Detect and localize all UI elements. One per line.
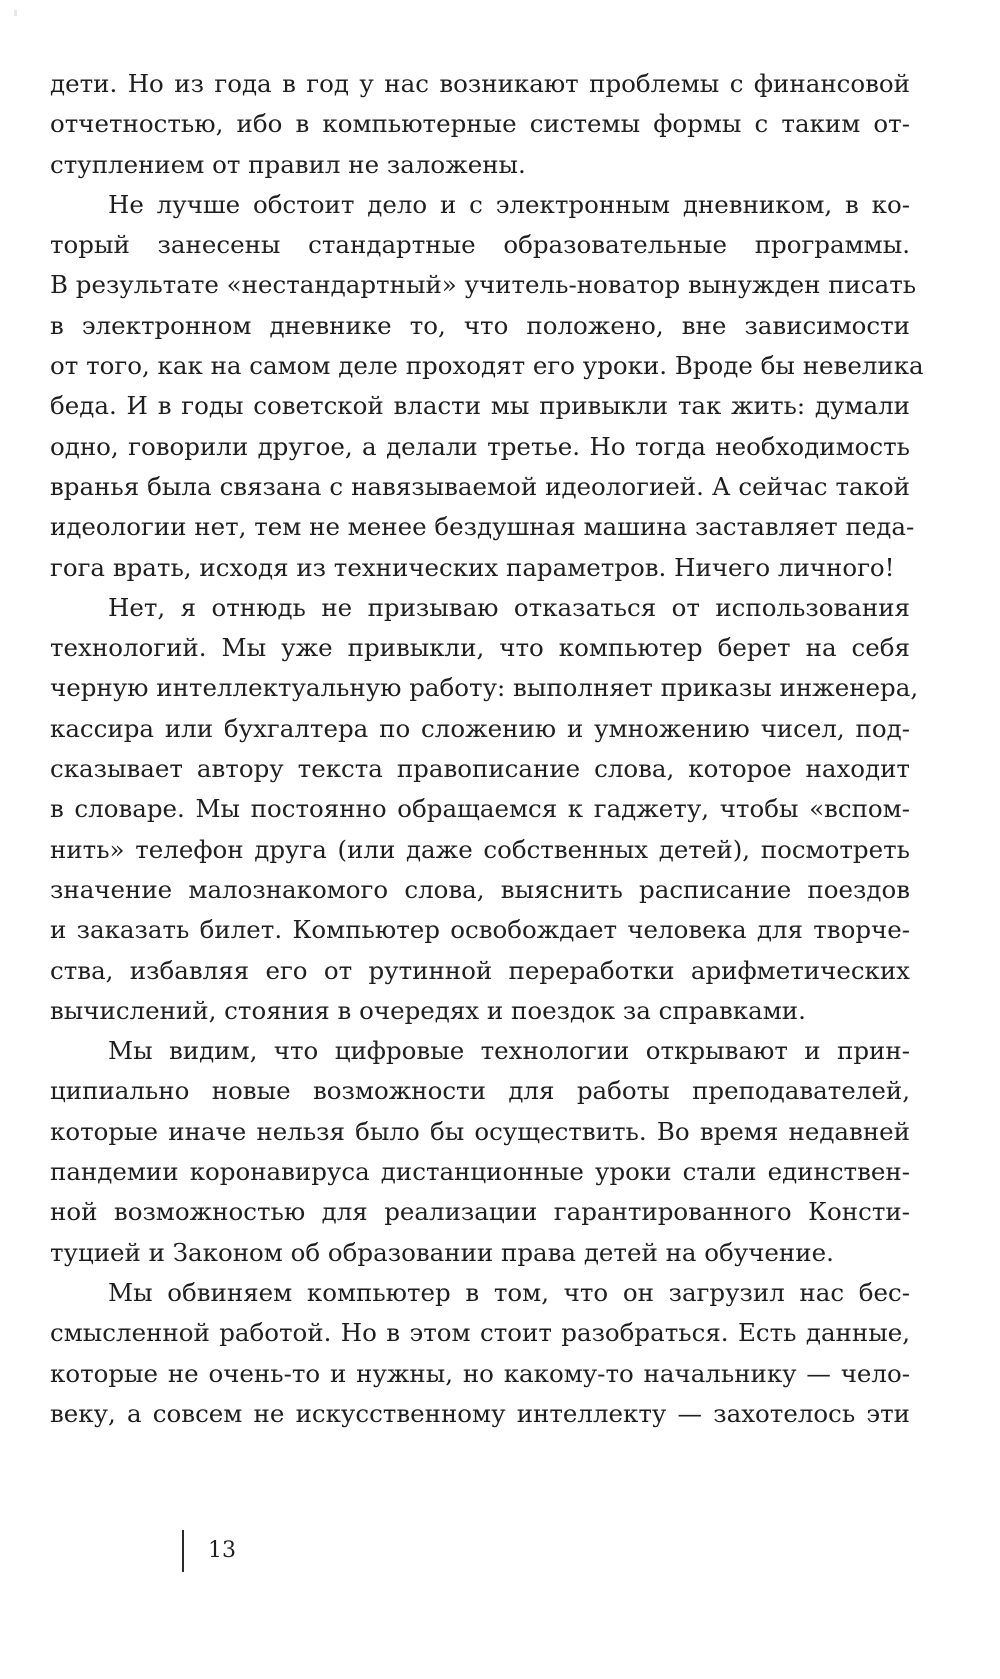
text-line: от того, как на самом деле проходят его уроки. Вроде бы невелика: [50, 351, 924, 381]
text-line: нить» телефон друга (или даже собственных детей), посмотреть: [50, 834, 910, 864]
text-line: В результате «нестандартный» учитель-новатор вынужден писать: [50, 270, 917, 300]
text-line: вранья была связана с навязываемой идеологией. А сейчас такой: [50, 471, 910, 501]
text-line: туцией и Законом об образовании права детей на обучение.: [50, 1237, 834, 1267]
page-number: 13: [208, 1538, 236, 1563]
text-line: гога врать, исходя из технических параметров. Ничего личного!: [50, 552, 895, 582]
scan-speck: [14, 10, 17, 16]
text-line: черную интеллектуальную работу: выполняет приказы инженера,: [50, 673, 919, 703]
text-line: веку, а совсем не искусственному интеллекту — захотелось эти: [50, 1398, 910, 1428]
text-line: и заказать билет. Компьютер освобождает человека для творче-: [50, 915, 910, 945]
paragraph-first-line: Не лучше обстоит дело и с электронным дневником, в ко-: [108, 189, 910, 219]
text-line: дети. Но из года в год у нас возникают проблемы с финансовой: [50, 69, 910, 98]
text-line: ства, избавляя его от рутинной переработки арифметических: [50, 955, 910, 985]
text-line: одно, говорили другое, а делали третье. Но тогда необходимость: [50, 431, 910, 461]
page-text: [50, 64, 924, 1434]
text-line: которые иначе нельзя было бы осуществить. Во время недавней: [50, 1116, 910, 1146]
text-line: ной возможностью для реализации гарантированного Консти-: [50, 1197, 910, 1227]
text-line: пандемии коронавируса дистанционные уроки стали единствен-: [50, 1157, 910, 1187]
text-line: ступлением от правил не заложены.: [50, 149, 526, 179]
text-line: торый занесены стандартные образовательные программы.: [50, 230, 910, 260]
text-line: беда. И в годы советской власти мы привыкли так жить: думали: [50, 391, 910, 421]
paragraph-first-line: Нет, я отнюдь не призываю отказаться от использования: [108, 592, 910, 622]
text-line: кассира или бухгалтера по сложению и умножению чисел, под-: [50, 713, 910, 743]
paragraph-first-line: Мы обвиняем компьютер в том, что он загрузил нас бес-: [108, 1277, 910, 1307]
text-line: которые не очень-то и нужны, но какому-то начальнику — чело-: [50, 1358, 910, 1388]
text-line: в словаре. Мы постоянно обращаемся к гаджету, чтобы «вспом-: [50, 794, 910, 824]
text-line: значение малознакомого слова, выяснить расписание поездов: [50, 874, 910, 904]
page-footer: [182, 1530, 236, 1572]
text-line: отчетностью, ибо в компьютерные системы формы с таким от-: [50, 109, 910, 139]
text-line: ципиально новые возможности для работы преподавателей,: [50, 1076, 910, 1106]
text-line: сказывает автору текста правописание слова, которое находит: [50, 754, 910, 784]
text-line: смысленной работой. Но в этом стоит разобраться. Есть данные,: [50, 1318, 910, 1348]
footer-rule: [182, 1530, 184, 1572]
text-line: вычислений, стояния в очередях и поездок за справками.: [50, 995, 806, 1025]
paragraph-first-line: Мы видим, что цифровые технологии открывают и прин-: [108, 1036, 910, 1066]
text-line: идеологии нет, тем не менее бездушная машина заставляет педа-: [50, 512, 915, 542]
text-line: технологий. Мы уже привыкли, что компьютер берет на себя: [50, 633, 910, 663]
text-line: в электронном дневнике то, что положено, вне зависимости: [50, 310, 910, 340]
